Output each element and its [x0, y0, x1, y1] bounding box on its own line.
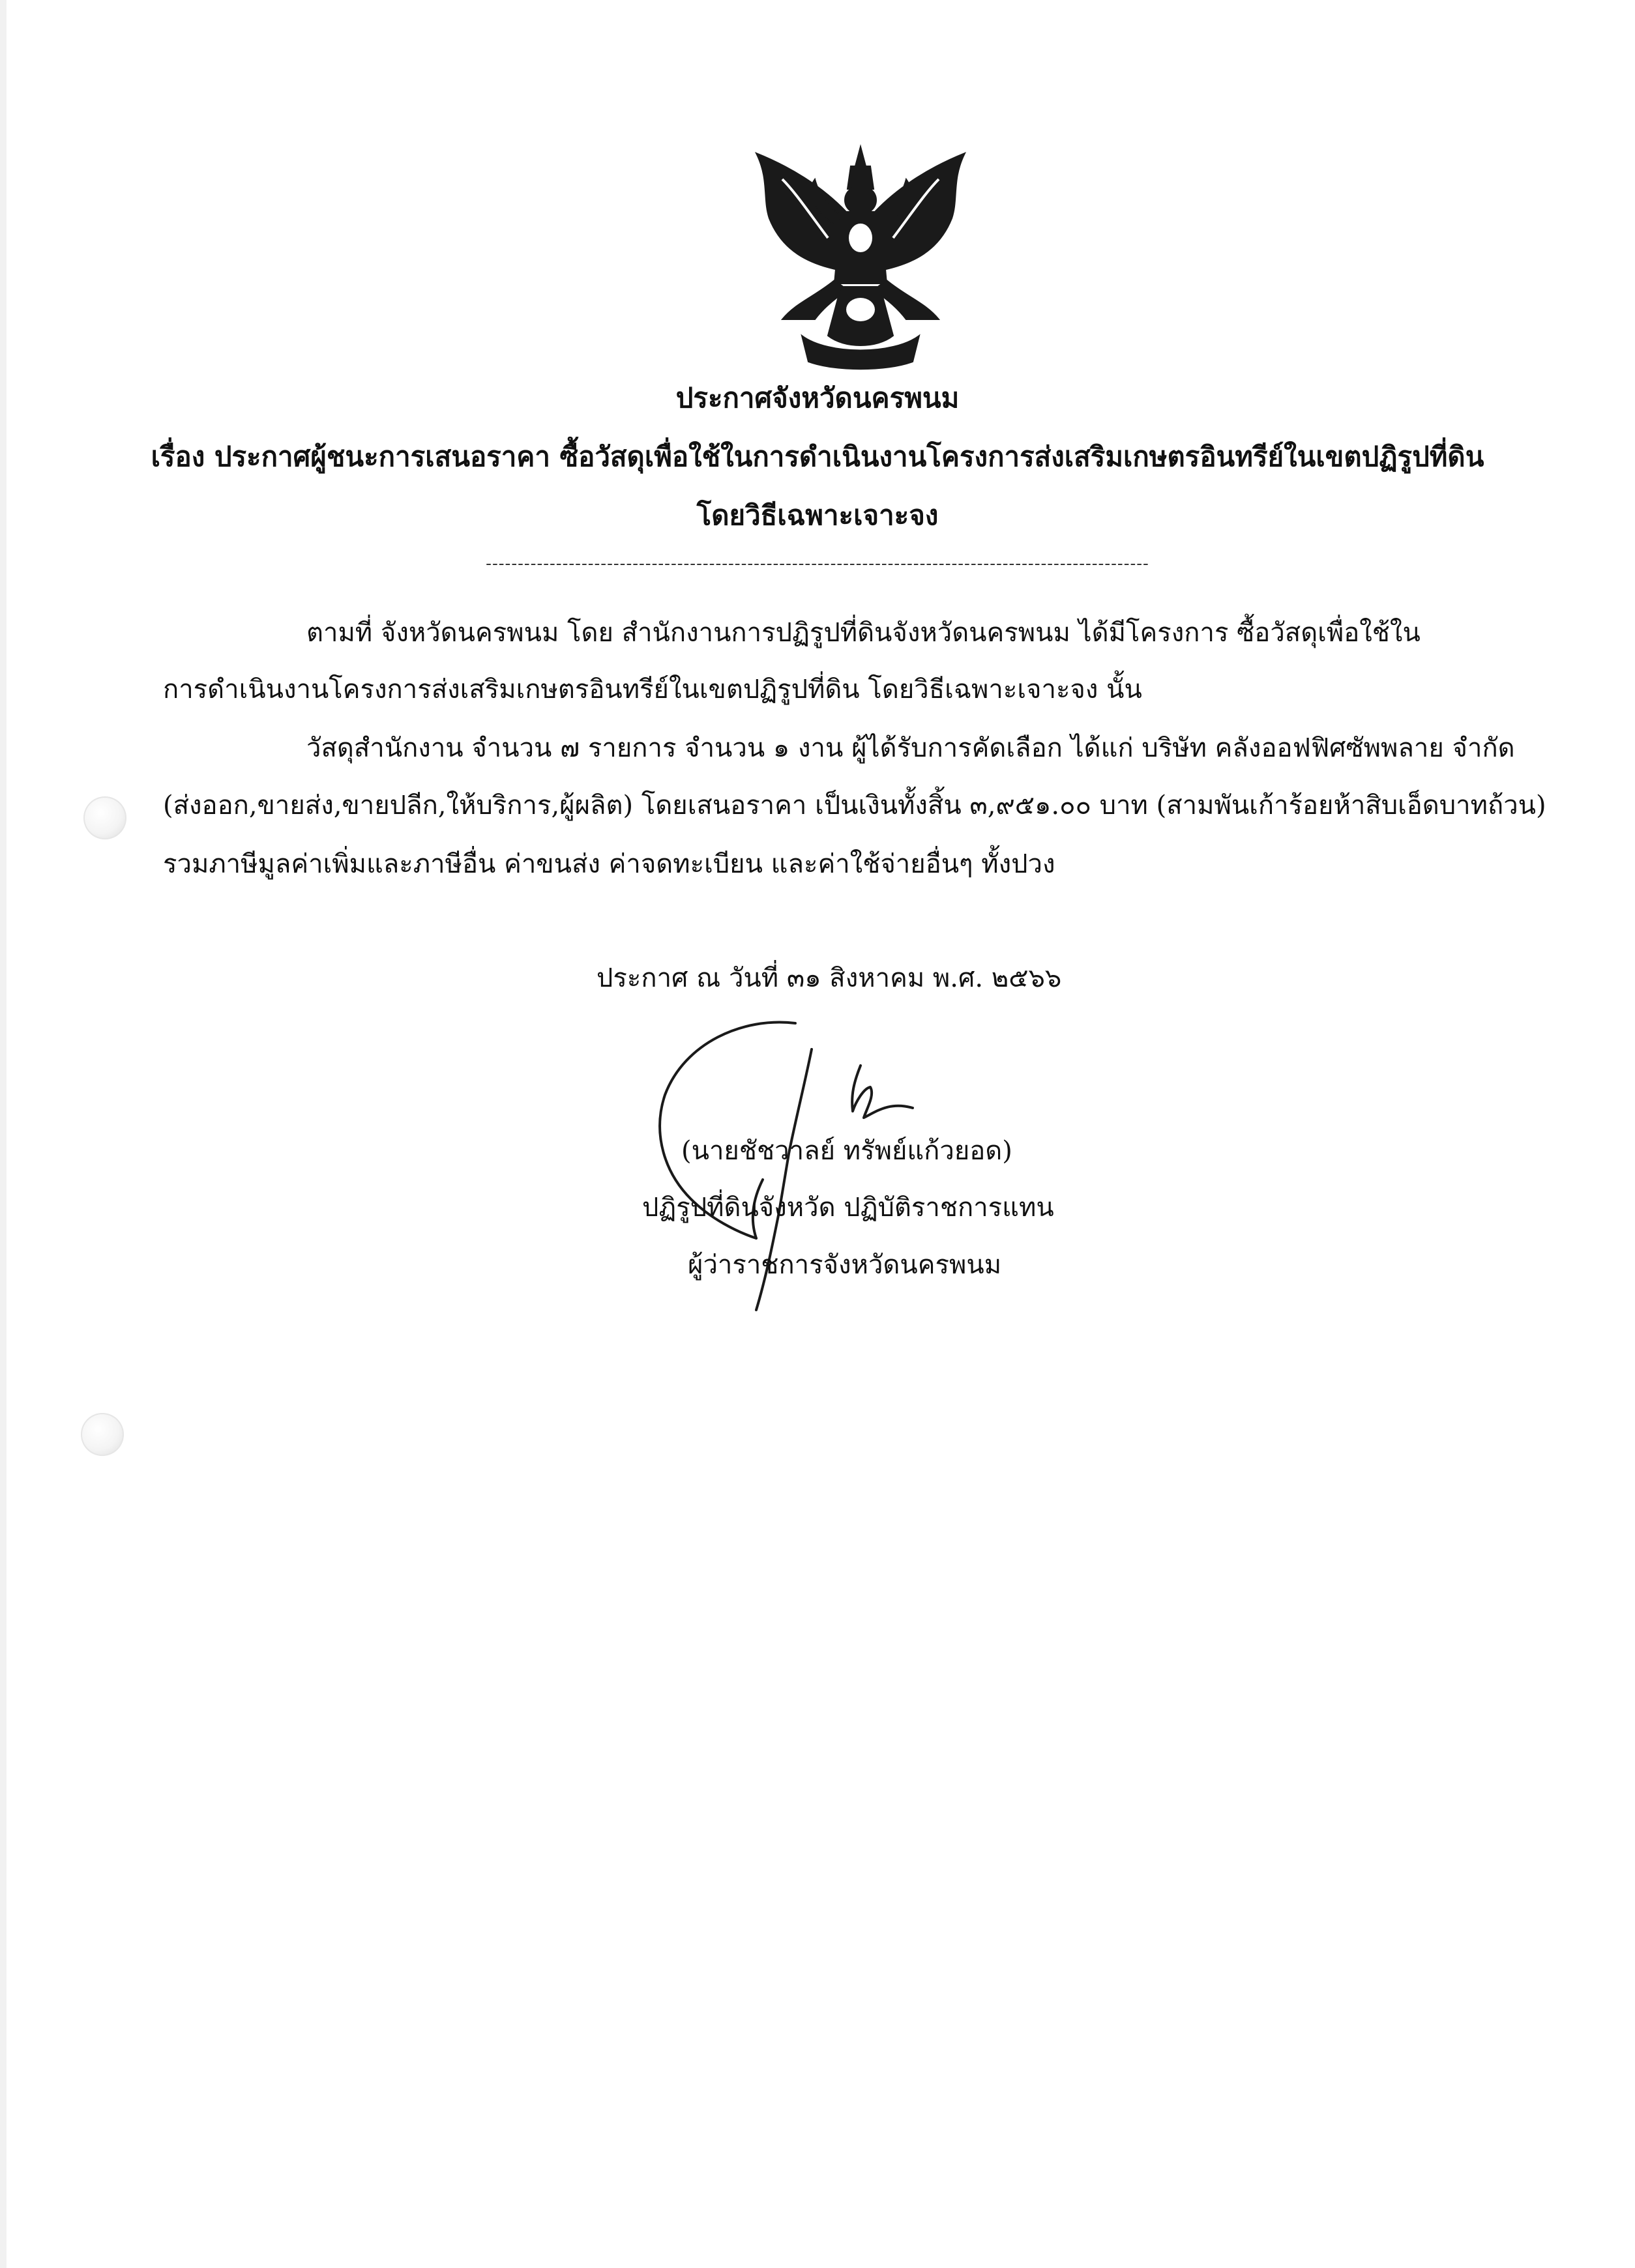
punch-hole-bottom: [81, 1413, 124, 1456]
garuda-emblem-icon: [743, 140, 978, 375]
paragraph-2-line-2: (ส่งออก,ขายส่ง,ขายปลีก,ให้บริการ,ผู้ผลิต) โดยเสนอราคา เป็นเงินทั้งสิ้น ๓,๙๕๑.๐๐ บาท (สามพันเก้าร้อยห้าสิบเอ็ดบาทถ้วน): [163, 791, 1546, 821]
paragraph-1-line-2: การดำเนินงานโครงการส่งเสริมเกษตรอินทรีย์ในเขตปฏิรูปที่ดิน โดยวิธีเฉพาะเจาะจง นั้น: [163, 675, 1142, 705]
document-title: ประกาศจังหวัดนครพนม: [675, 382, 960, 414]
divider-line: --------------------------------------------------------------------------------------------------------: [486, 554, 1149, 574]
signatory-acting-for: ผู้ว่าราชการจังหวัดนครพนม: [688, 1250, 1002, 1280]
announcement-date: ประกาศ ณ วันที่ ๓๑ สิงหาคม พ.ศ. ๒๕๖๖: [597, 963, 1062, 993]
procurement-method: โดยวิธีเฉพาะเจาะจง: [696, 499, 939, 531]
signatory-position: ปฏิรูปที่ดินจังหวัด ปฏิบัติราชการแทน: [642, 1193, 1054, 1223]
paragraph-1-line-1: ตามที่ จังหวัดนครพนม โดย สำนักงานการปฏิรูปที่ดินจังหวัดนครพนม ได้มีโครงการ ซื้อวัสดุเพื่อใช้ใน: [306, 618, 1421, 648]
signatory-name: (นายชัชวาลย์ ทรัพย์แก้วยอด): [681, 1136, 1012, 1166]
paragraph-2-line-1: วัสดุสำนักงาน จำนวน ๗ รายการ จำนวน ๑ งาน ผู้ได้รับการคัดเลือก ได้แก่ บริษัท คลังออฟฟิศซัพพลาย จำกัด: [306, 733, 1515, 763]
punch-hole-top: [83, 796, 126, 839]
paragraph-2-line-3: รวมภาษีมูลค่าเพิ่มและภาษีอื่น ค่าขนส่ง ค่าจดทะเบียน และค่าใช้จ่ายอื่นๆ ทั้งปวง: [163, 849, 1055, 879]
document-subject: เรื่อง ประกาศผู้ชนะการเสนอราคา ซื้อวัสดุเพื่อใช้ในการดำเนินงานโครงการส่งเสริมเกษตรอินทรีย์ในเขตปฏิรูปที่ดิน: [151, 441, 1484, 472]
